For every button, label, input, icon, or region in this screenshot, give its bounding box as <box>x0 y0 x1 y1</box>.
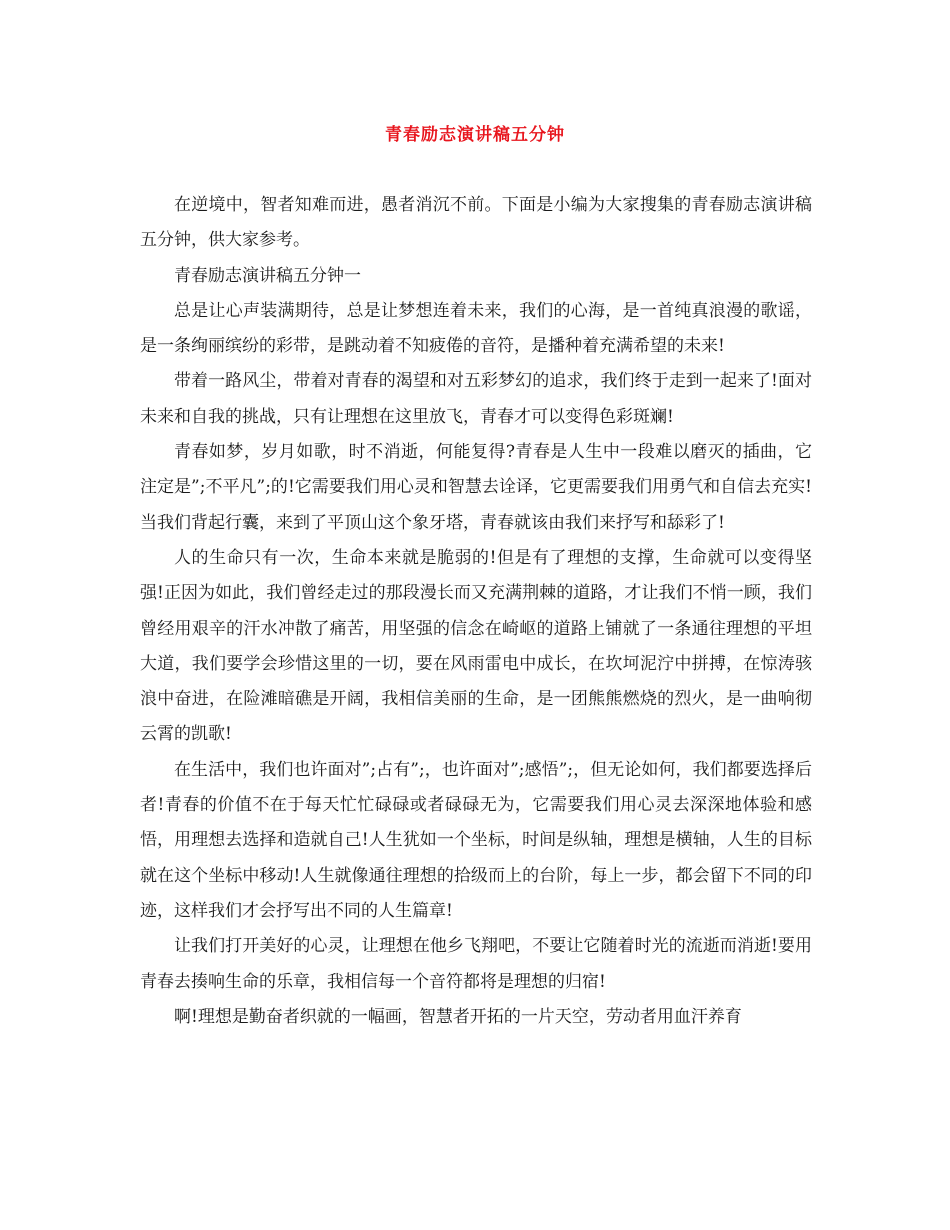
paragraph: 在生活中，我们也许面对”;占有”;，也许面对”;感悟”;，但无论如何，我们都要选择后者!青春的价值不在于每天忙忙碌碌或者碌碌无为，它需要我们用心灵去深深地体验和感悟，用理想去选择和造就自己!人生犹如一个坐标，时间是纵轴，理想是横轴，人生的目标就在这个坐标中移动!人生就像通往理想的拾级而上的台阶，每上一步，都会留下不同的印迹，这样我们才会抒写出不同的人生篇章! <box>140 759 812 921</box>
paragraph: 带着一路风尘，带着对青春的渴望和对五彩梦幻的追求，我们终于走到一起来了!面对未来和自我的挑战，只有让理想在这里放飞，青春才可以变得色彩斑斓! <box>140 371 812 427</box>
document-body <box>140 188 812 1035</box>
document-title: 青春励志演讲稿五分钟 <box>385 125 565 145</box>
paragraph: 总是让心声装满期待，总是让梦想连着未来，我们的心海，是一首纯真浪漫的歌谣，是一条绚丽缤纷的彩带，是跳动着不知疲倦的音符，是播种着充满希望的未来! <box>140 300 812 357</box>
paragraph: 啊!理想是勤奋者织就的一幅画，智慧者开拓的一片天空，劳动者用血汗养育 <box>174 1006 742 1027</box>
section-heading: 青春励志演讲稿五分钟一 <box>174 265 361 286</box>
paragraph: 让我们打开美好的心灵，让理想在他乡飞翔吧，不要让它随着时光的流逝而消逝!要用青春去揍响生命的乐章，我相信每一个音符都将是理想的归宿! <box>140 936 812 992</box>
paragraph: 青春如梦，岁月如歌，时不消逝，何能复得?青春是人生中一段难以磨灭的插曲，它注定是”;不平凡”;的!它需要我们用心灵和智慧去诠译，它更需要我们用勇气和自信去充实!当我们背起行囊，来到了平顶山这个象牙塔，青春就该由我们来抒写和舔彩了! <box>140 442 812 533</box>
paragraph: 在逆境中，智者知难而进，愚者消沉不前。下面是小编为大家搜集的青春励志演讲稿五分钟，供大家参考。 <box>140 195 812 251</box>
paragraph: 人的生命只有一次，生命本来就是脆弱的!但是有了理想的支撑，生命就可以变得坚强!正因为如此，我们曾经走过的那段漫长而又充满荆棘的道路，才让我们不悄一顾，我们曾经用艰辛的汗水冲散了痛苦，用坚强的信念在崎岖的道路上铺就了一条通往理想的平坦大道，我们要学会珍惜这里的一切，要在风雨雷电中成长，在坎坷泥泞中拼搏，在惊涛骇浪中奋进，在险滩暗礁是开阔，我相信美丽的生命，是一团熊熊燃烧的烈火，是一曲响彻云霄的凯歌! <box>140 547 812 745</box>
